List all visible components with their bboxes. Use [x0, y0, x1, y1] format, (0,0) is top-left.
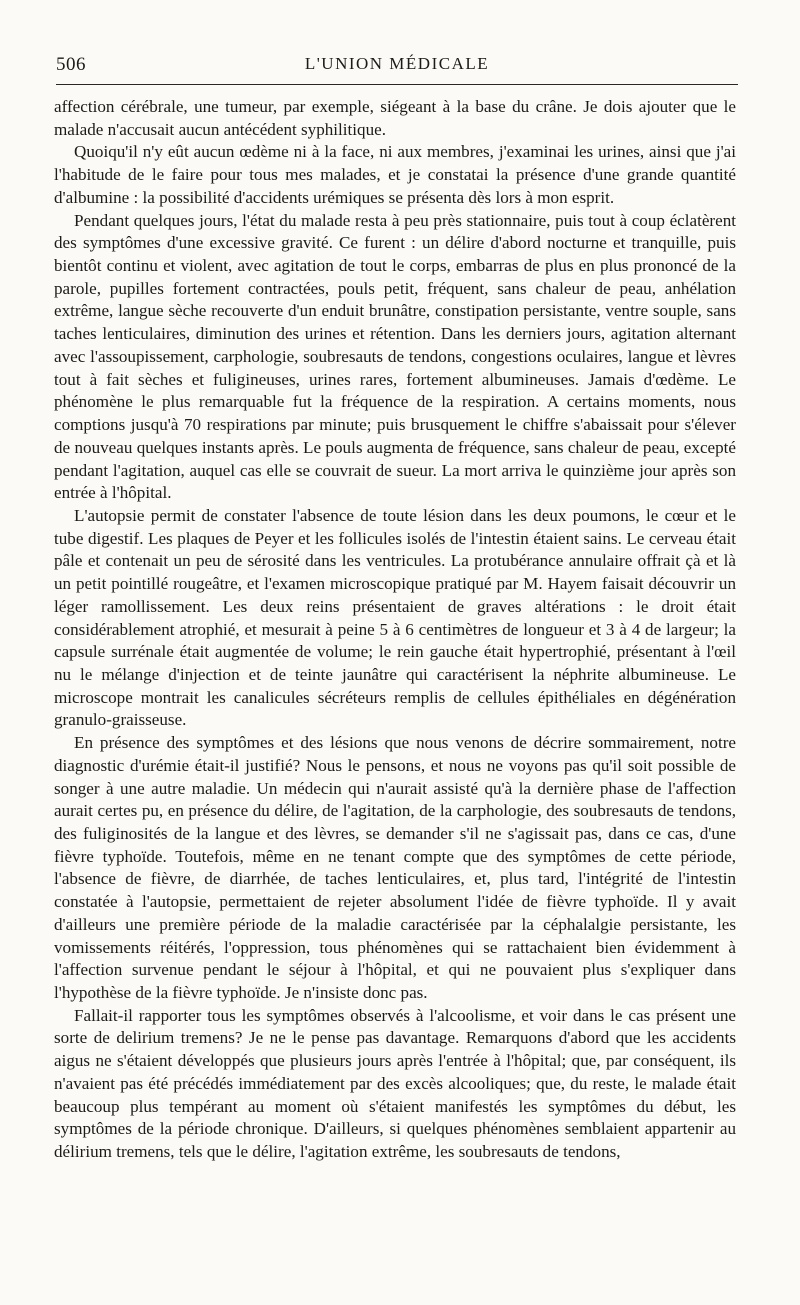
page-number: 506 [56, 54, 86, 75]
paragraph: Pendant quelques jours, l'état du malade resta à peu près stationnaire, puis tout à coup éclatèrent des symptômes d'une excessive gravité. Ce furent : un délire d'abord nocturne et tranquille, puis bientôt continu et violent, avec agitation de tout le corps, embarras de plus en plus prononcé de la parole, pupilles fortement contractées, pouls petit, fréquent, sans chaleur de peau, anhélation extrême, langue sèche recouverte d'un enduit brunâtre, constipation persistante, ventre souple, sans taches lenticulaires, diminution des urines et rétention. Dans les derniers jours, agitation alternant avec l'assoupissement, carphologie, soubresauts de tendons, congestions oculaires, langue et lèvres tout à fait sèches et fuligineuses, urines rares, fortement albumineuses. Jamais d'œdème. Le phénomène le plus remarquable fut la fréquence de la respiration. A certains moments, nous comptions jusqu'à 70 respirations par minute; puis brusquement le chiffre s'abaissait pour s'élever de nouveau quelques instants après. Le pouls augmenta de fréquence, sans chaleur de peau, excepté pendant l'agitation, auquel cas elle se couvrait de sueur. La mort arriva le quinzième jour après son entrée à l'hôpital. [54, 210, 736, 503]
running-header [56, 54, 738, 85]
paragraph: En présence des symptômes et des lésions que nous venons de décrire sommairement, notre diagnostic d'urémie était-il justifié? Nous le pensons, et nous ne voyons pas qu'il soit possible de songer à une autre maladie. Un médecin qui n'aurait assisté qu'à la dernière phase de l'affection aurait certes pu, en présence du délire, de l'agitation, de la carphologie, des soubresauts de tendons, des fuliginosités de la langue et des lèvres, se demander s'il ne s'agissait pas, dans ce cas, d'une fièvre typhoïde. Toutefois, même en ne tenant compte que des symptômes de cette période, l'absence de fièvre, de diarrhée, de taches lenticulaires, et, plus tard, l'intégrité de l'intestin constatée à l'autopsie, permettaient de rejeter absolument l'idée de fièvre typhoïde. Il y avait d'ailleurs une première période de la maladie caractérisée par la céphalalgie persistante, les vomissements réitérés, l'oppression, tous phénomènes qui se rattachaient bien évidemment à l'affection survenue pendant le séjour à l'hôpital, et qui ne pouvaient plus s'expliquer dans l'hypothèse de la fièvre typhoïde. Je n'insiste donc pas. [54, 733, 736, 1003]
journal-title: L'UNION MÉDICALE [304, 54, 490, 73]
paragraph: L'autopsie permit de constater l'absence de toute lésion dans les deux poumons, le cœur et le tube digestif. Les plaques de Peyer et les follicules isolés de l'intestin étaient sains. Le cerveau était pâle et contenait un peu de sérosité dans les ventricules. La protubérance annulaire offrait çà et là un petit pointillé rougeâtre, et l'examen microscopique pratiqué par M. Hayem faisait découvrir un léger ramollissement. Les deux reins présentaient de graves altérations : le droit était considérablement atrophié, et mesurait à peine 5 à 6 centimètres de longueur et 3 à 4 de largeur; la capsule surrénale était augmentée de volume; le rein gauche était hypertrophié, présentant à l'œil nu le mélange d'injection et de teinte jaunâtre qui caractérisent la néphrite albumineuse. Le microscope montrait les canalicules sécréteurs remplis de cellules épithéliales en dégénération granulo-graisseuse. [54, 505, 736, 730]
paragraph: Quoiqu'il n'y eût aucun œdème ni à la face, ni aux membres, j'examinai les urines, ainsi que j'ai l'habitude de le faire pour tous mes malades, et je constatai la présence d'une grande quantité d'albumine : la possibilité d'accidents urémiques se présenta dès lors à mon esprit. [54, 142, 736, 207]
paragraph-continued: affection cérébrale, une tumeur, par exemple, siégeant à la base du crâne. Je dois ajouter que le malade n'accusait aucun antécédent syphilitique. [54, 97, 736, 139]
paragraph: Fallait-il rapporter tous les symptômes observés à l'alcoolisme, et voir dans le cas présent une sorte de delirium tremens? Je ne le pense pas davantage. Remarquons d'abord que les accidents aigus ne s'étaient développés que plusieurs jours après l'entrée à l'hôpital; que, par conséquent, ils n'avaient pas été précédés immédiatement par des excès alcooliques; que, du reste, le malade était beaucoup plus tempérant au moment où s'étaient manifestés les symptômes du début, les symptômes de la période chronique. D'ailleurs, si quelques phénomènes semblaient appartenir au délirium tremens, tels que le délire, l'agitation extrême, les soubresauts de tendons, [54, 1005, 736, 1162]
article-body [54, 96, 736, 1276]
